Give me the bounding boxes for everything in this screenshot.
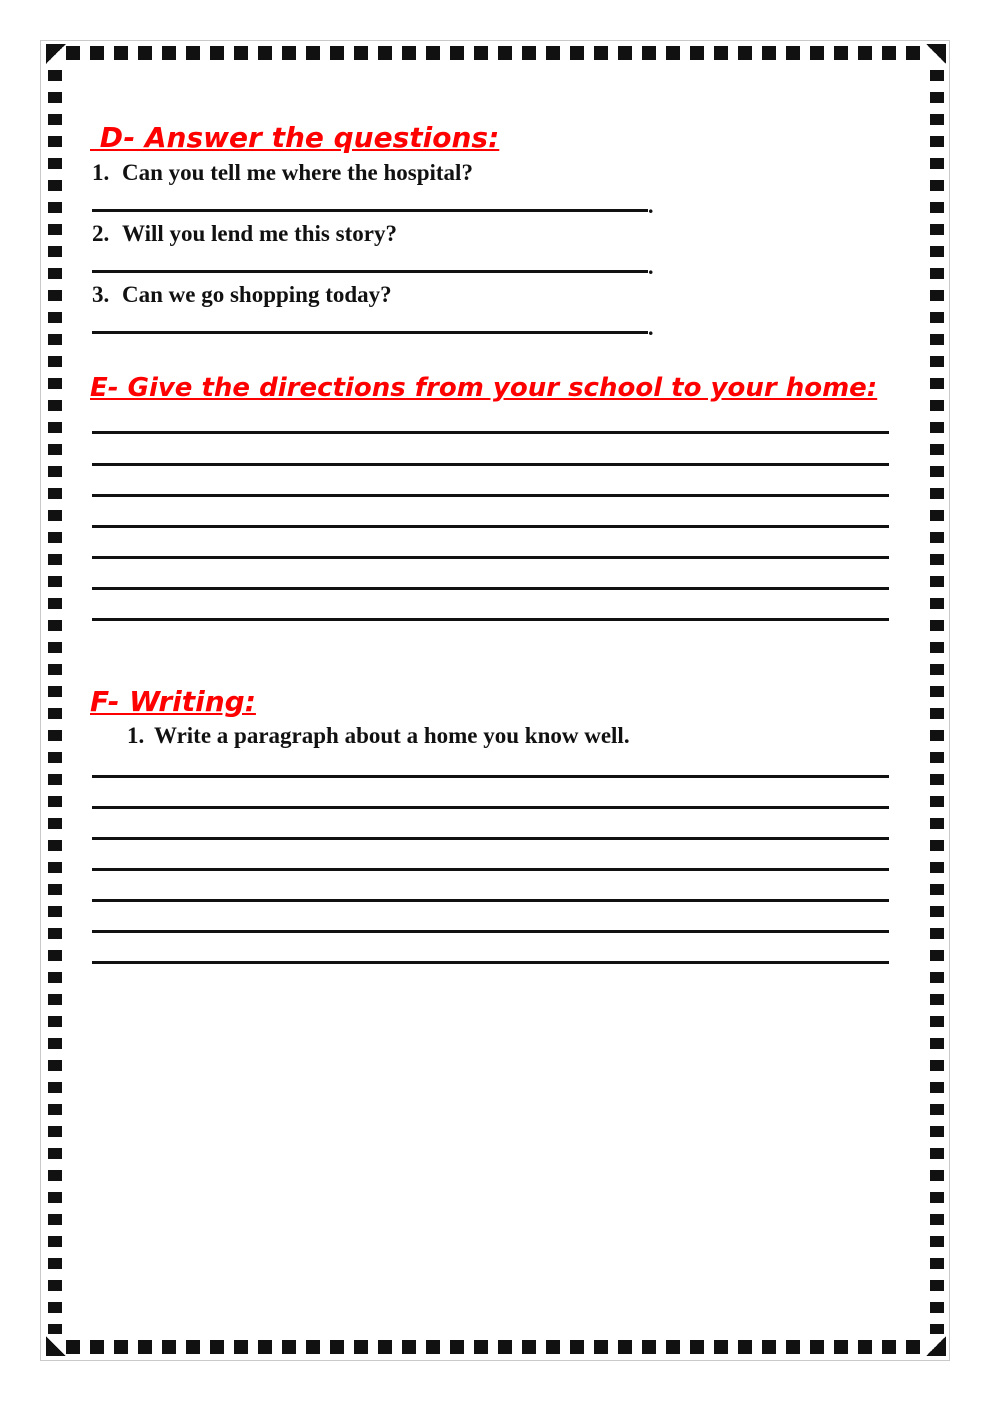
answer-1-period: . [648,193,654,218]
question-1-number: 1. [92,160,110,185]
writing-line-4[interactable] [92,868,889,871]
question-3 [92,282,392,308]
section-e-title: E- Give the directions from your school to your home: [90,373,878,403]
directions-line-1[interactable] [92,431,889,434]
question-1 [92,160,473,186]
directions-line-6[interactable] [92,587,889,590]
section-f-title: F- Writing: [90,685,256,718]
question-2-text: Will you lend me this story? [122,221,397,246]
border-left-dashes [48,70,62,1334]
writing-prompt [127,723,630,749]
border-corner-bottom-left [46,1336,66,1356]
answer-2-period: . [648,254,654,279]
border-top-dashes [66,46,922,60]
directions-line-2[interactable] [92,463,889,466]
question-1-text: Can you tell me where the hospital? [122,160,473,185]
question-2 [92,221,397,247]
question-3-number: 3. [92,282,110,307]
writing-prompt-number: 1. [127,723,145,748]
directions-line-5[interactable] [92,556,889,559]
question-3-text: Can we go shopping today? [122,282,392,307]
border-corner-bottom-right [926,1336,946,1356]
directions-line-4[interactable] [92,525,889,528]
writing-line-6[interactable] [92,930,889,933]
answer-line-2[interactable] [92,270,648,273]
answer-line-1[interactable] [92,209,648,212]
question-2-number: 2. [92,221,110,246]
directions-line-3[interactable] [92,494,889,497]
writing-line-1[interactable] [92,775,889,778]
border-corner-top-left [46,44,66,64]
writing-line-3[interactable] [92,837,889,840]
writing-line-7[interactable] [92,961,889,964]
border-right-dashes [930,70,944,1334]
answer-line-3[interactable] [92,331,648,334]
section-d-title: D- Answer the questions: [90,121,500,154]
directions-line-7[interactable] [92,618,889,621]
writing-line-2[interactable] [92,806,889,809]
border-bottom-dashes [66,1340,922,1354]
answer-3-period: . [648,315,654,340]
writing-line-5[interactable] [92,899,889,902]
border-corner-top-right [926,44,946,64]
writing-prompt-text: Write a paragraph about a home you know well. [154,723,630,748]
